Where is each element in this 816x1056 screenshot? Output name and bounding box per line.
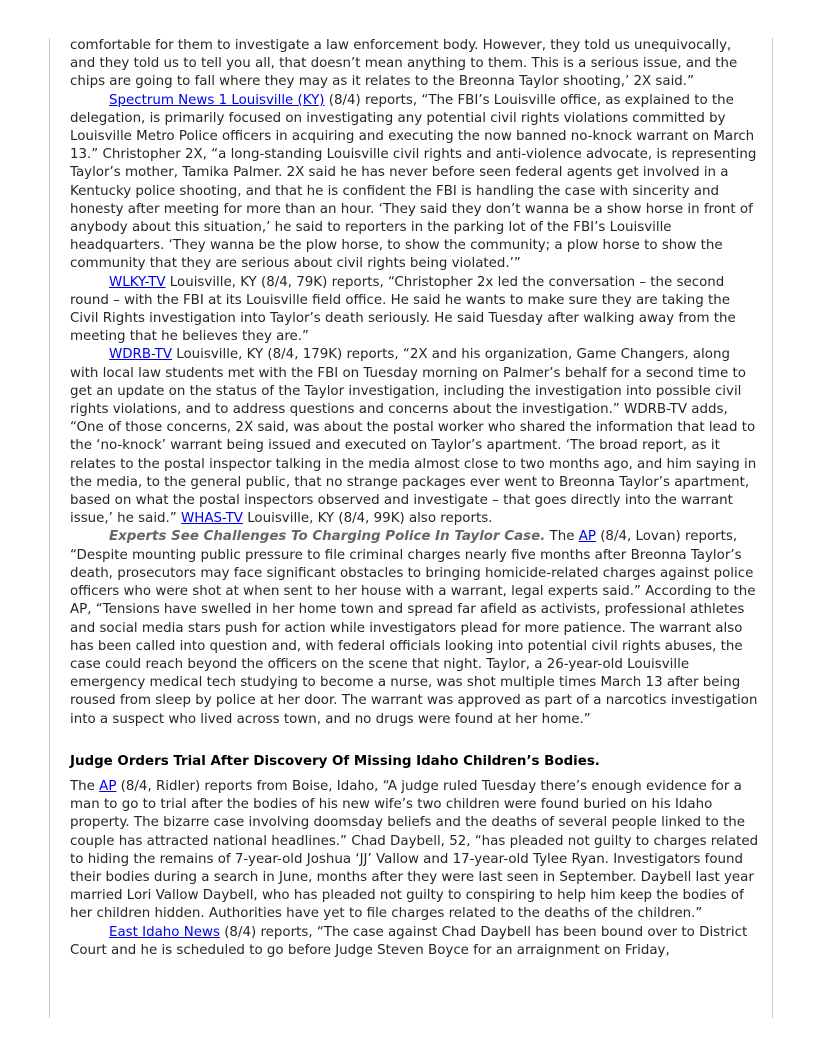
document-body [70, 37, 760, 960]
paragraph-text: Louisville, KY (8/4, 179K) reports, “2X and his organization, Game Changers, along with local law students met with the FBI on Tuesday morning on Palmer’s behalf for a second time to get an update on the status of the Taylor investigation, including the investigation into possible civil rights violations, and to address questions and concerns about the investigation.” WDRB-TV adds, “One of those concerns, 2X said, was about the postal worker who shared the information that lead to the ‘no-knock’ warrant being issued and executed on Taylor’s apartment. ‘The broad report, as it relates to the postal inspector talking in the media almost close to two months ago, and him saying in the media, to the general public, that no strange packages ever went to Breonna Taylor’s apartment, based on what the postal inspectors observed and investigate – that goes directly into the warrant issue,’ he said.” [70, 347, 757, 527]
paragraph-experts [70, 528, 760, 728]
paragraph-wdrb [70, 346, 760, 528]
paragraph-spectrum [70, 92, 760, 274]
source-link-wlky[interactable]: WLKY-TV [109, 274, 166, 290]
paragraph-east-idaho [70, 924, 760, 960]
story-subhead: Experts See Challenges To Charging Police In Taylor Case. [109, 529, 546, 545]
paragraph-text: The [70, 778, 100, 794]
paragraph-text: Louisville, KY (8/4, 79K) reports, “Christopher 2x led the conversation – the second round – with the FBI at its Louisville field office. He said he wants to make sure they are taking the Civil Rights investigation into Taylor’s death seriously. He said Tuesday after walking away from the meeting that he believes they are.” [70, 274, 736, 345]
section-heading: Judge Orders Trial After Discovery Of Missing Idaho Children’s Bodies. [70, 753, 600, 769]
source-link-spectrum-news[interactable]: Spectrum News 1 Louisville (KY) [109, 92, 325, 108]
source-link-wdrb[interactable]: WDRB-TV [109, 347, 172, 363]
source-link-ap[interactable]: AP [99, 778, 117, 794]
source-link-east-idaho-news[interactable]: East Idaho News [109, 924, 220, 940]
paragraph-text: (8/4, Lovan) reports, “Despite mounting public pressure to file criminal charges nearly five months after Breonna Taylor’s death, prosecutors may face significant obstacles to bringing homicide-related charges against police officers who were shot at when sent to her house with a warrant, legal experts said.” According to the AP, “Tensions have swelled in her home town and spread far afield as activists, professional athletes and social media stars push for action while investigators plead for more patience. The warrant also has been called into question and, with federal officials looking into potential civil rights abuses, the case could reach beyond the officers on the scene that night. Taylor, a 26-year-old Louisville emergency medical tech studying to become a nurse, was shot multiple times March 13 after being roused from sleep by police at her door. The warrant was approved as part of a narcotics investigation into a suspect who lived across town, and no drugs were found at her home.” [70, 529, 758, 727]
page-border-left [49, 38, 50, 1018]
paragraph-text: (8/4, Ridler) reports from Boise, Idaho, “A judge ruled Tuesday there’s enough evidence for a man to go to trial after the bodies of his new wife’s two children were found buried on his Idaho property. The bizarre case involving doomsday beliefs and the deaths of several people linked to the couple has attracted national headlines.” Chad Daybell, 52, “has pleaded not guilty to charges related to hiding the remains of 7-year-old Joshua ‘JJ’ Vallow and 17-year-old Tylee Ryan. Investigators found their bodies during a search in June, months after they were last seen in September. Daybell last year married Lori Vallow Daybell, who has pleaded not guilty to conspiring to help him keep the bodies of her children hidden. Authorities have yet to file charges related to the deaths of the children.” [70, 778, 759, 922]
source-link-whas[interactable]: WHAS-TV [181, 511, 243, 527]
source-link-ap[interactable]: AP [578, 529, 596, 545]
paragraph-idaho [70, 778, 760, 924]
page-border-right [772, 38, 773, 1018]
paragraph-continued [70, 37, 760, 92]
paragraph-text: The [545, 529, 579, 545]
paragraph-text: Louisville, KY (8/4, 99K) also reports. [242, 511, 493, 527]
paragraph-wlky [70, 274, 760, 347]
paragraph-text: (8/4) reports, “The FBI’s Louisville office, as explained to the delegation, is primarily focused on investigating any potential civil rights violations committed by Louisville Metro Police officers in acquiring and executing the now banned no-knock warrant on March 13.” Christopher 2X, “a long-standing Louisville civil rights and anti-violence advocate, is representing Taylor’s mother, Tamika Palmer. 2X said he has never before seen federal agents get involved in a Kentucky police shooting, and that he is confident the FBI is handling the case with sincerity and honesty after meeting for more than an hour. ‘They said they don’t wanna be a show horse in front of anybody about this situation,’ he said to reporters in the parking lot of the FBI’s Louisville headquarters. ‘They wanna be the plow horse, to show the community; a plow horse to show the community that they are serious about civil rights being violated.’” [70, 92, 757, 272]
paragraph-text: comfortable for them to investigate a law enforcement body. However, they told us unequivocally, and they told us to tell you all, that doesn’t mean anything to them. This is a serious issue, and the chips are going to fall where they may as it relates to the Breonna Taylor shooting,’ 2X said.” [70, 38, 738, 90]
paragraph-text: (8/4) reports, “The case against Chad Daybell has been bound over to District Court and he is scheduled to go before Judge Steven Boyce for an arraignment on Friday, [70, 924, 748, 958]
